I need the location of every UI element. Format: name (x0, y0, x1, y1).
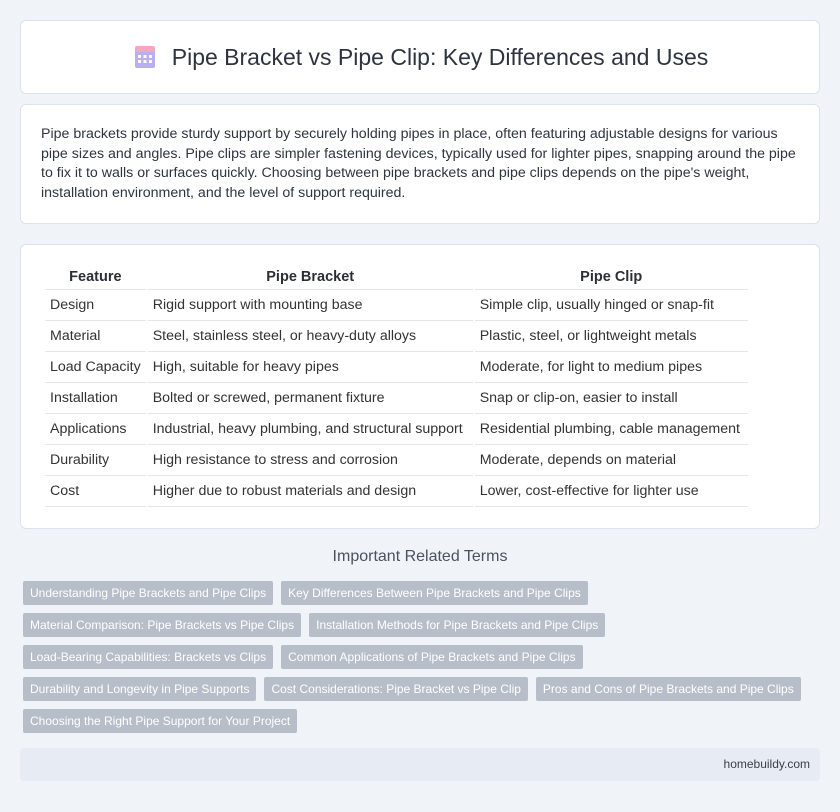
table-cell-bracket: High, suitable for heavy pipes (148, 352, 473, 383)
intro-section (20, 104, 820, 224)
table-cell-bracket: High resistance to stress and corrosion (148, 445, 473, 476)
table-cell-bracket: Rigid support with mounting base (148, 290, 473, 321)
table-header-row (45, 265, 748, 290)
table-row (45, 352, 748, 383)
table-row (45, 383, 748, 414)
table-row (45, 290, 748, 321)
related-term-tag[interactable]: Load-Bearing Capabilities: Brackets vs Clips (23, 645, 273, 669)
related-term-tag[interactable]: Key Differences Between Pipe Brackets and Pipe Clips (281, 581, 588, 605)
footer-site-link[interactable]: homebuildy.com (723, 757, 810, 771)
related-term-tag[interactable]: Pros and Cons of Pipe Brackets and Pipe Clips (536, 677, 801, 701)
page-title: Pipe Bracket vs Pipe Clip: Key Differences and Uses (171, 43, 709, 70)
table-cell-feature: Durability (45, 445, 146, 476)
table-cell-feature: Material (45, 321, 146, 352)
column-header-pipe-clip: Pipe Clip (475, 265, 748, 290)
table-cell-bracket: Industrial, heavy plumbing, and structural support (148, 414, 473, 445)
table-cell-feature: Design (45, 290, 146, 321)
table-cell-clip: Lower, cost-effective for lighter use (475, 476, 748, 507)
table-cell-clip: Moderate, for light to medium pipes (475, 352, 748, 383)
related-term-tag[interactable]: Understanding Pipe Brackets and Pipe Clips (23, 581, 273, 605)
table-cell-feature: Applications (45, 414, 146, 445)
table-cell-bracket: Higher due to robust materials and design (148, 476, 473, 507)
intro-text: Pipe brackets provide sturdy support by securely holding pipes in place, often featuring adjustable designs for various pipe sizes and angles. Pipe clips are simpler fastening devices, typically used for lighter pipes, snapping around the pipe to fix it to walls or surfaces quickly. Choosing between pipe brackets and pipe clips depends on the pipe's weight, installation environment, and the level of support required. (41, 126, 796, 201)
table-cell-bracket: Steel, stainless steel, or heavy-duty alloys (148, 321, 473, 352)
related-term-tag[interactable]: Choosing the Right Pipe Support for Your Project (23, 709, 297, 733)
related-terms-title: Important Related Terms (332, 548, 508, 565)
table-cell-feature: Cost (45, 476, 146, 507)
related-term-tag[interactable]: Durability and Longevity in Pipe Supports (23, 677, 256, 701)
related-term-tag[interactable]: Material Comparison: Pipe Brackets vs Pipe Clips (23, 613, 301, 637)
footer (20, 748, 820, 781)
column-header-feature: Feature (45, 265, 146, 290)
table-cell-clip: Plastic, steel, or lightweight metals (475, 321, 748, 352)
table-row (45, 445, 748, 476)
table-cell-feature: Load Capacity (45, 352, 146, 383)
related-term-tag[interactable]: Common Applications of Pipe Brackets and Pipe Clips (281, 645, 582, 669)
related-terms-list (23, 581, 823, 733)
table-cell-clip: Residential plumbing, cable management (475, 414, 748, 445)
table-cell-bracket: Bolted or screwed, permanent fixture (148, 383, 473, 414)
table-cell-clip: Simple clip, usually hinged or snap-fit (475, 290, 748, 321)
table-row (45, 414, 748, 445)
table-cell-feature: Installation (45, 383, 146, 414)
table-row (45, 321, 748, 352)
related-term-tag[interactable]: Cost Considerations: Pipe Bracket vs Pipe Clip (264, 677, 527, 701)
building-icon (132, 44, 158, 70)
comparison-table-card (20, 244, 820, 529)
related-term-tag[interactable]: Installation Methods for Pipe Brackets and Pipe Clips (309, 613, 605, 637)
column-header-pipe-bracket: Pipe Bracket (148, 265, 473, 290)
table-cell-clip: Moderate, depends on material (475, 445, 748, 476)
page-header (20, 20, 820, 94)
table-cell-clip: Snap or clip-on, easier to install (475, 383, 748, 414)
table-row (45, 476, 748, 507)
comparison-table (43, 265, 750, 507)
